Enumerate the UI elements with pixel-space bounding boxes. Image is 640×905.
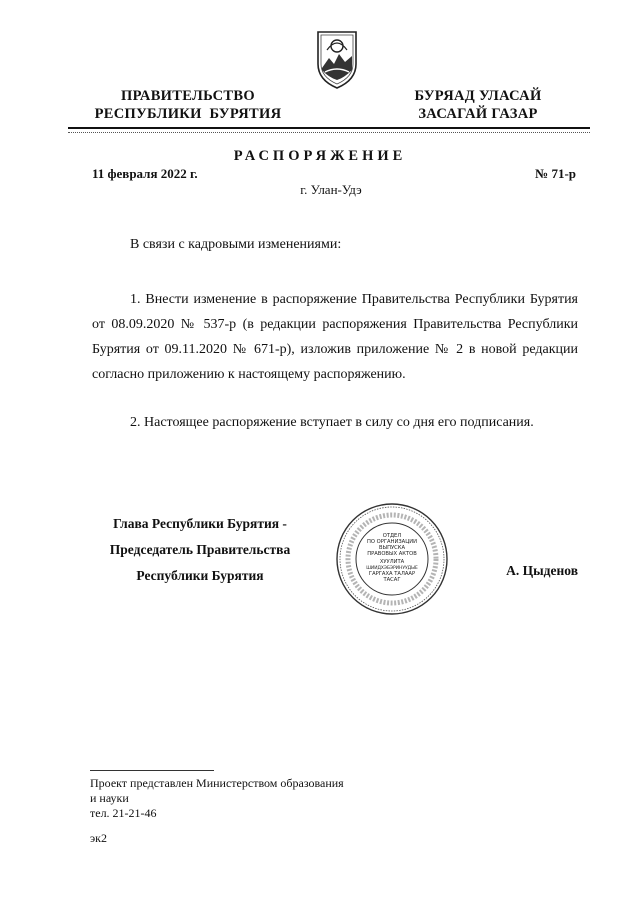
footer-note <box>90 776 390 821</box>
signatory-title <box>80 511 320 589</box>
item-1-paragraph: 1. Внести изменение в распоряжение Правительства Республики Бурятия от 08.09.2020 № 537-р (в редакции распоряжения Правительства Республики Бурятия от 09.11.2020 № 671-р), изложив приложение № 2 в новой редакции согласно приложению к настоящему распоряжению. <box>92 292 578 382</box>
seal-line-6: ШИИДХЭБЭРИНУУДЫЕ <box>366 566 418 571</box>
header-divider-dotted <box>68 132 590 133</box>
header-right-line2: ЗАСАГАЙ ГАЗАР <box>418 106 538 122</box>
seal-line-3: ВЫПУСКА <box>378 545 406 551</box>
footer-line1: Проект представлен Министерством образования <box>90 776 344 790</box>
coat-of-arms-emblem <box>312 28 362 90</box>
signatory-line1: Глава Республики Бурятия - <box>113 516 287 531</box>
seal-line-4: ПРАВОВЫХ АКТОВ <box>367 551 417 557</box>
signer-name: А. Цыденов <box>506 563 578 578</box>
header-right <box>398 87 558 123</box>
header-left-line1: ПРАВИТЕЛЬСТВО <box>121 88 255 104</box>
seal-line-7: ГАРГАХА ТАЛААР <box>368 571 416 577</box>
signatory-line3: Республики Бурятия <box>136 568 264 583</box>
header-right-line1: БУРЯАД УЛАСАЙ <box>414 88 542 104</box>
item-2-paragraph: 2. Настоящее распоряжение вступает в силу со дня его подписания. <box>130 415 534 430</box>
document-number: № 71-р <box>535 166 576 181</box>
footer-divider <box>90 770 214 771</box>
document-title: РАСПОРЯЖЕНИЕ <box>233 148 407 164</box>
header-left-line2: РЕСПУБЛИКИ БУРЯТИЯ <box>94 106 282 122</box>
header-left <box>88 87 288 123</box>
header-divider-solid <box>68 127 590 129</box>
seal-line-1: ОТДЕЛ <box>382 533 402 539</box>
seal-line-2: ПО ОРГАНИЗАЦИИ <box>366 539 418 545</box>
document-date: 11 февраля 2022 г. <box>92 166 198 181</box>
intro-paragraph: В связи с кадровыми изменениями: <box>130 237 342 252</box>
seal-line-5: ХУУЛИТА <box>379 559 405 565</box>
official-seal-stamp <box>335 502 449 616</box>
document-city: г. Улан-Удэ <box>300 182 362 197</box>
footer-line2: и науки <box>90 791 129 805</box>
footer-code: эк2 <box>90 831 107 845</box>
seal-line-8: ТАСАГ <box>383 577 401 583</box>
signatory-line2: Председатель Правительства <box>109 542 291 557</box>
footer-line3: тел. 21-21-46 <box>90 806 157 820</box>
